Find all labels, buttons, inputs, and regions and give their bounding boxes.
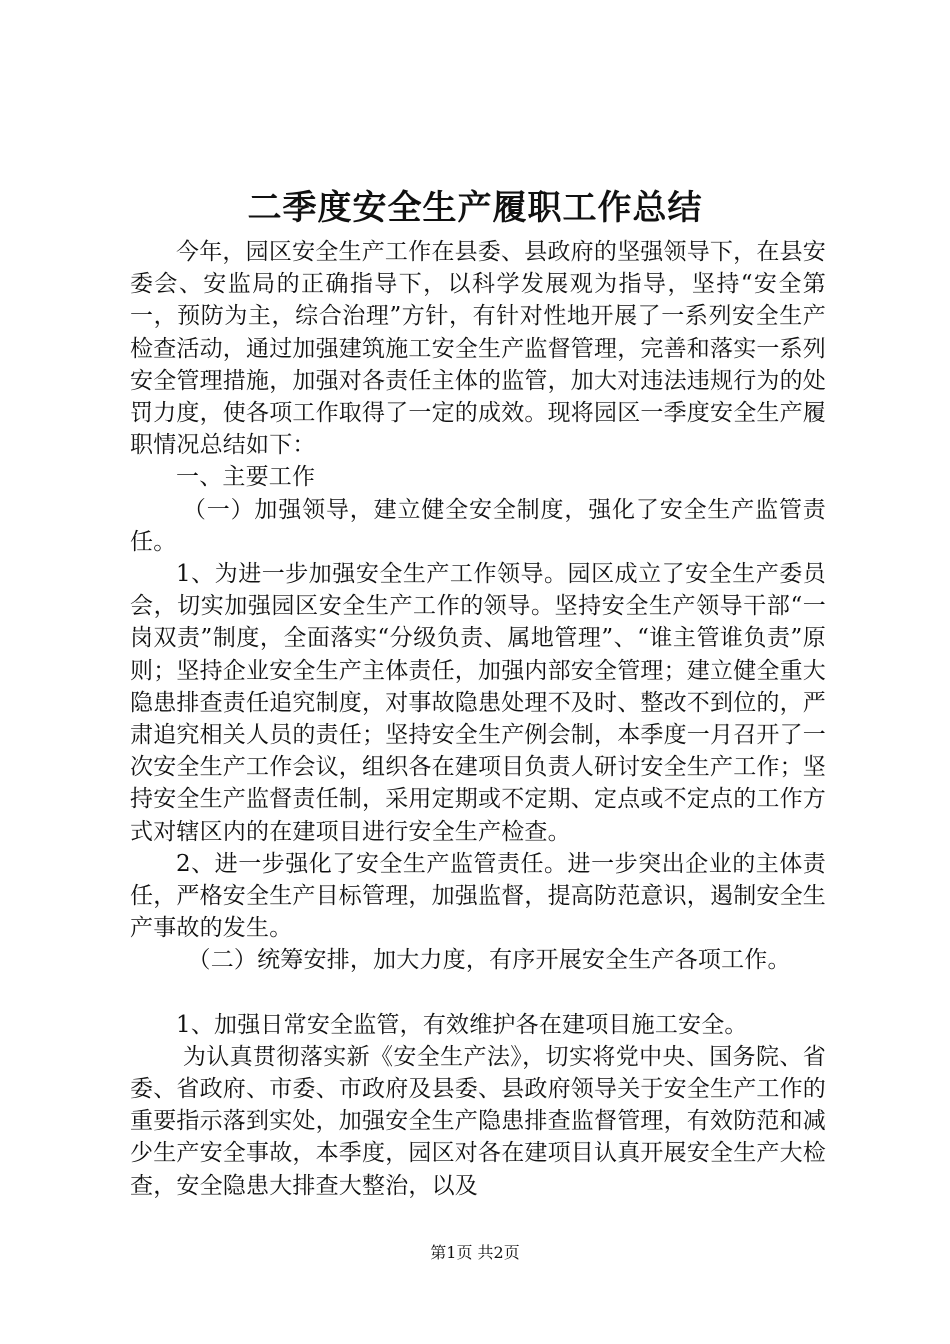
paragraph-item-2: 2、进一步强化了安全生产监管责任。进一步突出企业的主体责任，严格安全生产目标管理，加强监督，提高防范意识，遏制安全生产事故的发生。 bbox=[130, 850, 826, 942]
page-footer: 第1页 共2页 bbox=[430, 1243, 520, 1262]
document-body bbox=[130, 236, 826, 1202]
paragraph-intro: 今年，园区安全生产工作在县委、县政府的坚强领导下，在县安委会、安监局的正确指导下，以科学发展观为指导，坚持“安全第一，预防为主，综合治理”方针，有针对性地开展了一系列安全生产检查活动，通过加强建筑施工安全生产监督管理，完善和落实一系列安全管理措施，加强对各责任主体的监管，加大对违法违规行为的处罚力度，使各项工作取得了一定的成效。现将园区一季度安全生产履职情况总结如下： bbox=[130, 239, 826, 459]
paragraph-gap bbox=[130, 977, 826, 1009]
paragraph-safety-law: 为认真贯彻落实新《安全生产法》，切实将党中央、国务院、省委、省政府、市委、市政府及县委、县政府领导关于安全生产工作的重要指示落到实处，加强安全生产隐患排查监督管理，有效防范和减少生产安全事故，本季度，园区对各在建项目认真开展安全生产大检查，安全隐患大排查大整治，以及 bbox=[130, 1043, 826, 1199]
paragraph-item-1: 1、为进一步加强安全生产工作领导。园区成立了安全生产委员会，切实加强园区安全生产工作的领导。坚持安全生产领导干部“一岗双责”制度，全面落实“分级负责、属地管理”、“谁主管谁负责”原则；坚持企业安全生产主体责任，加强内部安全管理；建立健全重大隐患排查责任追究制度，对事故隐患处理不及时、整改不到位的，严肃追究相关人员的责任；坚持安全生产例会制，本季度一月召开了一次安全生产工作会议，组织各在建项目负责人研讨安全生产工作；坚持安全生产监督责任制，采用定期或不定期、定点或不定点的工作方式对辖区内的在建项目进行安全生产检查。 bbox=[130, 561, 826, 845]
document-title: 二季度安全生产履职工作总结 bbox=[247, 188, 703, 228]
heading-main-work: 一、主要工作 bbox=[176, 464, 316, 491]
paragraph-daily-supervision: 1、加强日常安全监管，有效维护各在建项目施工安全。 bbox=[176, 1011, 748, 1038]
subheading-leadership: （一）加强领导，建立健全安全制度，强化了安全生产监管责任。 bbox=[130, 496, 826, 555]
subheading-planning: （二）统筹安排，加大力度，有序开展安全生产各项工作。 bbox=[187, 947, 791, 974]
